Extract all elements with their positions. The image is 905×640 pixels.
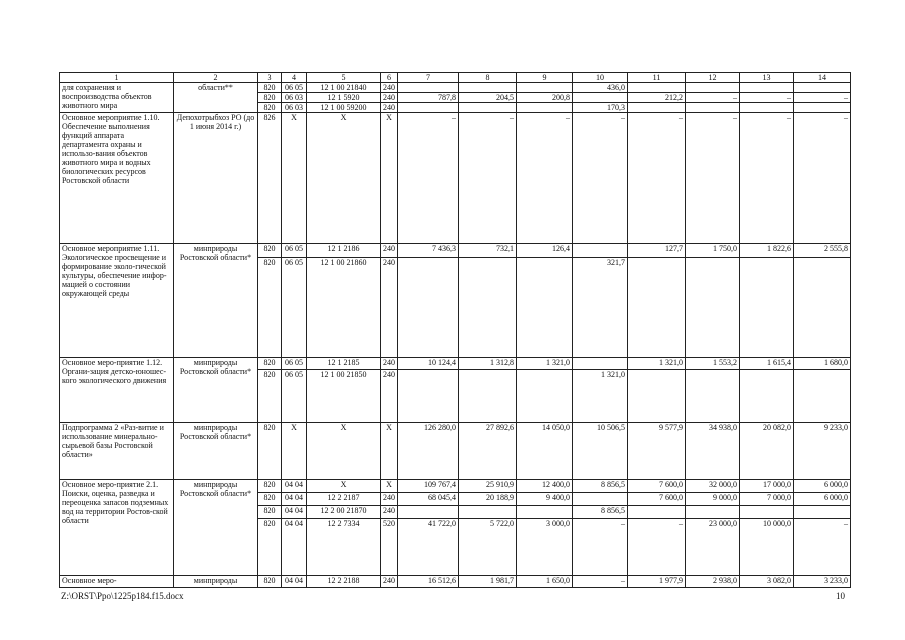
- value-cell: 1 680,0: [794, 358, 851, 370]
- value-cell: 820: [258, 480, 282, 493]
- value-cell: [459, 258, 517, 358]
- value-cell: [686, 83, 740, 93]
- value-cell: 12 1 2185: [307, 358, 381, 370]
- value-cell: 06 03: [282, 93, 307, 103]
- value-cell: [573, 493, 628, 506]
- value-cell: [686, 506, 740, 519]
- measure-name-cell: Основное меро-приятие 2.1. Поиски, оценка, разведка и переоценка запасов подземных вод на территории Ростов-ской области: [60, 480, 174, 576]
- value-cell: [573, 244, 628, 258]
- column-number: 10: [573, 73, 628, 83]
- value-cell: [740, 83, 794, 93]
- measure-name-cell: Основное мероприятие 1.11. Экологическое просвещение и формирование эколо-гической культуры, обеспечение инфор-мацией о состоянии окружающей среды: [60, 244, 174, 358]
- value-cell: 9 000,0: [686, 493, 740, 506]
- value-cell: –: [628, 113, 686, 244]
- value-cell: 820: [258, 244, 282, 258]
- value-cell: 126,4: [517, 244, 573, 258]
- value-cell: [517, 258, 573, 358]
- value-cell: 1 321,0: [628, 358, 686, 370]
- value-cell: 04 04: [282, 506, 307, 519]
- value-cell: [398, 258, 459, 358]
- value-cell: [459, 83, 517, 93]
- value-cell: 200,8: [517, 93, 573, 103]
- value-cell: 04 04: [282, 480, 307, 493]
- table-row: [60, 83, 851, 93]
- value-cell: 820: [258, 103, 282, 113]
- value-cell: 17 000,0: [740, 480, 794, 493]
- value-cell: 3 082,0: [740, 576, 794, 588]
- value-cell: Х: [307, 480, 381, 493]
- value-cell: 14 050,0: [517, 423, 573, 480]
- table-row: [60, 576, 851, 588]
- column-number: 2: [174, 73, 258, 83]
- value-cell: [459, 103, 517, 113]
- value-cell: 1 553,2: [686, 358, 740, 370]
- value-cell: [794, 103, 851, 113]
- value-cell: 820: [258, 576, 282, 588]
- value-cell: –: [794, 519, 851, 576]
- value-cell: 27 892,6: [459, 423, 517, 480]
- value-cell: 12 400,0: [517, 480, 573, 493]
- value-cell: 23 000,0: [686, 519, 740, 576]
- value-cell: [398, 506, 459, 519]
- executor-cell: Депохотрыбхоз РО (до 1 июня 2014 г.): [174, 113, 258, 244]
- value-cell: 1 977,9: [628, 576, 686, 588]
- value-cell: [794, 83, 851, 93]
- value-cell: 41 722,0: [398, 519, 459, 576]
- value-cell: [628, 506, 686, 519]
- value-cell: 732,1: [459, 244, 517, 258]
- budget-table: [59, 72, 851, 588]
- value-cell: 1 312,8: [459, 358, 517, 370]
- value-cell: 240: [381, 258, 398, 358]
- value-cell: 32 000,0: [686, 480, 740, 493]
- value-cell: –: [686, 93, 740, 103]
- value-cell: 820: [258, 493, 282, 506]
- measure-name-cell: Основное меро-: [60, 576, 174, 588]
- value-cell: 9 233,0: [794, 423, 851, 480]
- value-cell: Х: [381, 423, 398, 480]
- value-cell: 2 555,8: [794, 244, 851, 258]
- value-cell: –: [517, 113, 573, 244]
- value-cell: 826: [258, 113, 282, 244]
- value-cell: [686, 258, 740, 358]
- value-cell: Х: [282, 113, 307, 244]
- value-cell: –: [740, 93, 794, 103]
- value-cell: 06 05: [282, 258, 307, 358]
- value-cell: [628, 83, 686, 93]
- value-cell: Х: [307, 423, 381, 480]
- value-cell: 436,0: [573, 83, 628, 93]
- value-cell: 7 000,0: [740, 493, 794, 506]
- value-cell: 12 1 00 21850: [307, 370, 381, 423]
- value-cell: 820: [258, 93, 282, 103]
- document-path: Z:\ORST\Ppo\1225p184.f15.docx: [61, 591, 184, 601]
- value-cell: –: [794, 113, 851, 244]
- value-cell: [686, 370, 740, 423]
- value-cell: 06 05: [282, 244, 307, 258]
- value-cell: 240: [381, 103, 398, 113]
- measure-name-cell: для сохранения и воспроизводства объектов животного мира: [60, 83, 174, 113]
- value-cell: [573, 358, 628, 370]
- value-cell: 321,7: [573, 258, 628, 358]
- value-cell: 9 400,0: [517, 493, 573, 506]
- value-cell: 12 1 00 21840: [307, 83, 381, 93]
- value-cell: [398, 370, 459, 423]
- value-cell: 12 1 5920: [307, 93, 381, 103]
- value-cell: 820: [258, 519, 282, 576]
- value-cell: –: [686, 113, 740, 244]
- value-cell: Х: [381, 113, 398, 244]
- value-cell: 204,5: [459, 93, 517, 103]
- value-cell: –: [459, 113, 517, 244]
- value-cell: [459, 370, 517, 423]
- column-number: 3: [258, 73, 282, 83]
- value-cell: 06 05: [282, 83, 307, 93]
- value-cell: –: [740, 113, 794, 244]
- value-cell: 240: [381, 576, 398, 588]
- executor-cell: минприроды Ростовской области*: [174, 423, 258, 480]
- value-cell: Х: [307, 113, 381, 244]
- value-cell: 12 1 00 21860: [307, 258, 381, 358]
- value-cell: [398, 83, 459, 93]
- column-number: 8: [459, 73, 517, 83]
- value-cell: 7 600,0: [628, 493, 686, 506]
- value-cell: 2 938,0: [686, 576, 740, 588]
- value-cell: [628, 103, 686, 113]
- value-cell: 6 000,0: [794, 480, 851, 493]
- value-cell: 820: [258, 423, 282, 480]
- value-cell: 212,2: [628, 93, 686, 103]
- value-cell: 8 856,5: [573, 480, 628, 493]
- value-cell: 20 188,9: [459, 493, 517, 506]
- value-cell: [573, 93, 628, 103]
- value-cell: 126 280,0: [398, 423, 459, 480]
- value-cell: 12 2 2188: [307, 576, 381, 588]
- value-cell: –: [628, 519, 686, 576]
- value-cell: [740, 506, 794, 519]
- value-cell: [628, 370, 686, 423]
- value-cell: 240: [381, 244, 398, 258]
- value-cell: [740, 103, 794, 113]
- value-cell: –: [398, 113, 459, 244]
- value-cell: 04 04: [282, 519, 307, 576]
- value-cell: [686, 103, 740, 113]
- value-cell: 820: [258, 83, 282, 93]
- value-cell: 240: [381, 370, 398, 423]
- value-cell: Х: [282, 423, 307, 480]
- value-cell: 06 05: [282, 370, 307, 423]
- column-number: 4: [282, 73, 307, 83]
- measure-name-cell: Основное мероприятие 1.10. Обеспечение выполнения функций аппарата департамента охраны и использо-вания объектов животного мира и водных биологических ресурсов Ростовской области: [60, 113, 174, 244]
- column-number: 6: [381, 73, 398, 83]
- value-cell: 04 04: [282, 576, 307, 588]
- value-cell: [517, 370, 573, 423]
- value-cell: 240: [381, 506, 398, 519]
- column-number-row: [60, 73, 851, 83]
- value-cell: 127,7: [628, 244, 686, 258]
- table-row: [60, 480, 851, 493]
- table-row: [60, 423, 851, 480]
- value-cell: 820: [258, 506, 282, 519]
- value-cell: 820: [258, 358, 282, 370]
- value-cell: 25 910,9: [459, 480, 517, 493]
- value-cell: 68 045,4: [398, 493, 459, 506]
- value-cell: 3 233,0: [794, 576, 851, 588]
- column-number: 7: [398, 73, 459, 83]
- executor-cell: минприроды: [174, 576, 258, 588]
- executor-cell: минприроды Ростовской области*: [174, 358, 258, 423]
- table-row: [60, 358, 851, 370]
- value-cell: 5 722,0: [459, 519, 517, 576]
- value-cell: 520: [381, 519, 398, 576]
- value-cell: [740, 370, 794, 423]
- value-cell: 1 321,0: [517, 358, 573, 370]
- value-cell: 240: [381, 93, 398, 103]
- value-cell: 16 512,6: [398, 576, 459, 588]
- value-cell: 04 04: [282, 493, 307, 506]
- value-cell: 9 577,9: [628, 423, 686, 480]
- column-number: 14: [794, 73, 851, 83]
- value-cell: 34 938,0: [686, 423, 740, 480]
- value-cell: –: [573, 113, 628, 244]
- value-cell: [794, 506, 851, 519]
- column-number: 5: [307, 73, 381, 83]
- value-cell: 1 650,0: [517, 576, 573, 588]
- value-cell: –: [573, 576, 628, 588]
- value-cell: –: [794, 93, 851, 103]
- value-cell: 1 822,6: [740, 244, 794, 258]
- value-cell: [517, 83, 573, 93]
- value-cell: 12 2 7334: [307, 519, 381, 576]
- column-number: 12: [686, 73, 740, 83]
- value-cell: 10 506,5: [573, 423, 628, 480]
- value-cell: [398, 103, 459, 113]
- value-cell: 12 1 2186: [307, 244, 381, 258]
- executor-cell: минприроды Ростовской области*: [174, 244, 258, 358]
- executor-cell: минприроды Ростовской области*: [174, 480, 258, 576]
- value-cell: [740, 258, 794, 358]
- table-row: [60, 113, 851, 244]
- value-cell: [459, 506, 517, 519]
- value-cell: [517, 103, 573, 113]
- value-cell: 820: [258, 370, 282, 423]
- measure-name-cell: Подпрограмма 2 «Раз-витие и использование минерально-сырьевой базы Ростовской области»: [60, 423, 174, 480]
- value-cell: 6 000,0: [794, 493, 851, 506]
- value-cell: 20 082,0: [740, 423, 794, 480]
- value-cell: 06 03: [282, 103, 307, 113]
- value-cell: 109 767,4: [398, 480, 459, 493]
- value-cell: [794, 370, 851, 423]
- value-cell: [628, 258, 686, 358]
- column-number: 11: [628, 73, 686, 83]
- column-number: 13: [740, 73, 794, 83]
- column-number: 9: [517, 73, 573, 83]
- value-cell: 1 750,0: [686, 244, 740, 258]
- value-cell: 12 2 2187: [307, 493, 381, 506]
- value-cell: 06 05: [282, 358, 307, 370]
- value-cell: 240: [381, 83, 398, 93]
- value-cell: 1 981,7: [459, 576, 517, 588]
- value-cell: 787,8: [398, 93, 459, 103]
- value-cell: 7 600,0: [628, 480, 686, 493]
- value-cell: 1 321,0: [573, 370, 628, 423]
- value-cell: 240: [381, 358, 398, 370]
- executor-cell: области**: [174, 83, 258, 113]
- value-cell: –: [573, 519, 628, 576]
- page-number: 10: [836, 591, 845, 601]
- value-cell: 1 615,4: [740, 358, 794, 370]
- value-cell: 10 124,4: [398, 358, 459, 370]
- value-cell: 12 1 00 59200: [307, 103, 381, 113]
- value-cell: Х: [381, 480, 398, 493]
- value-cell: 10 000,0: [740, 519, 794, 576]
- value-cell: 240: [381, 493, 398, 506]
- value-cell: 12 2 00 21870: [307, 506, 381, 519]
- value-cell: 8 856,5: [573, 506, 628, 519]
- value-cell: [794, 258, 851, 358]
- value-cell: 3 000,0: [517, 519, 573, 576]
- value-cell: [517, 506, 573, 519]
- column-number: 1: [60, 73, 174, 83]
- value-cell: 170,3: [573, 103, 628, 113]
- table-row: [60, 244, 851, 258]
- value-cell: 820: [258, 258, 282, 358]
- value-cell: 7 436,3: [398, 244, 459, 258]
- measure-name-cell: Основное меро-приятие 1.12. Органи-зация детско-юношес-кого экологического движения: [60, 358, 174, 423]
